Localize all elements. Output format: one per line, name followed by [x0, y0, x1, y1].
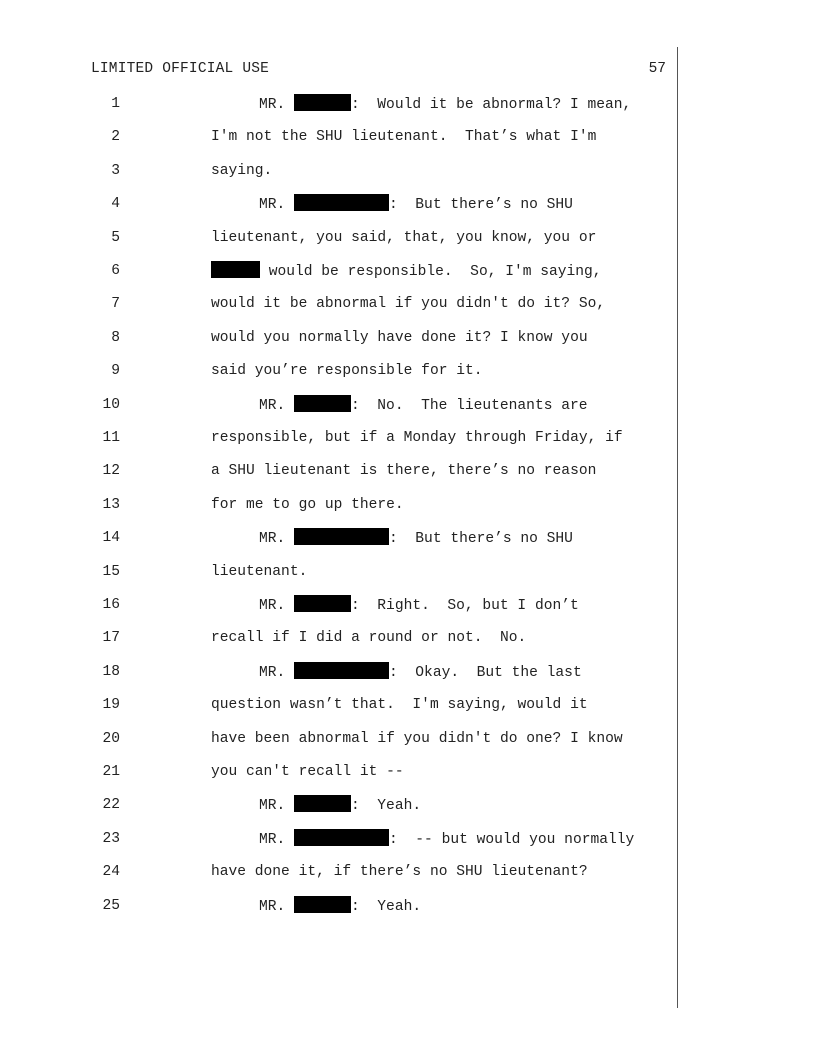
line-number: 7: [111, 296, 120, 313]
line-number: 10: [102, 396, 120, 413]
line-number: 4: [111, 196, 120, 213]
transcript-line: [0, 829, 816, 849]
header-label: LIMITED OFFICIAL USE: [91, 61, 270, 77]
transcript-line: [0, 261, 816, 281]
transcript-line: [0, 495, 816, 515]
transcript-line: [0, 194, 816, 214]
speaker-prefix: MR.: [259, 798, 295, 815]
speaker-prefix: MR.: [259, 197, 295, 214]
speaker-prefix: MR.: [259, 531, 295, 548]
line-number: 20: [102, 730, 120, 747]
speech-text: would be responsible. So, I'm saying,: [260, 264, 602, 280]
transcript-line: [0, 628, 816, 648]
line-text: for me to go up there.: [211, 496, 404, 513]
transcript-line: [0, 127, 816, 147]
redaction-box: [294, 94, 351, 111]
line-text: a SHU lieutenant is there, there’s no reason: [211, 463, 597, 480]
speech-text: : Okay. But the last: [389, 664, 582, 681]
transcript-line: [0, 428, 816, 448]
transcript-line: [0, 461, 816, 481]
line-number: 6: [111, 263, 120, 279]
line-text: you can't recall it --: [211, 764, 404, 780]
line-number: 18: [102, 663, 120, 680]
line-text: [259, 795, 421, 816]
line-text: lieutenant, you said, that, you know, you or: [211, 229, 597, 246]
transcript-line: [0, 228, 816, 248]
line-number: 5: [111, 229, 120, 246]
line-number: 22: [102, 797, 120, 814]
transcript-line: [0, 294, 816, 314]
line-text: I'm not the SHU lieutenant. That’s what I'm: [211, 129, 597, 146]
line-text: [259, 194, 573, 215]
speech-text: : Yeah.: [351, 798, 422, 815]
line-text: [211, 261, 602, 282]
transcript-line: [0, 528, 816, 548]
transcript-line: [0, 896, 816, 916]
redaction-box: [211, 261, 260, 278]
line-text: [259, 829, 634, 850]
line-number: 17: [102, 630, 120, 647]
line-text: [259, 395, 588, 416]
transcript-line: [0, 862, 816, 882]
line-text: recall if I did a round or not. No.: [211, 630, 527, 647]
transcript-line: [0, 562, 816, 582]
speaker-prefix: MR.: [259, 598, 295, 614]
speech-text: : Yeah.: [351, 898, 422, 915]
speaker-prefix: MR.: [259, 397, 295, 414]
line-number: 21: [102, 764, 120, 780]
line-text: [259, 595, 579, 616]
transcript-line: [0, 695, 816, 715]
line-text: [259, 896, 421, 917]
transcript-line: [0, 328, 816, 348]
redaction-box: [294, 395, 351, 412]
transcript-line: [0, 361, 816, 381]
redaction-box: [294, 662, 389, 679]
redaction-box: [294, 896, 351, 913]
line-text: [259, 662, 582, 683]
transcript-line: [0, 729, 816, 749]
line-number: 23: [102, 830, 120, 847]
line-number: 19: [102, 697, 120, 714]
page-number: 57: [648, 61, 666, 77]
line-number: 9: [111, 363, 120, 380]
line-number: 15: [102, 563, 120, 580]
speaker-prefix: MR.: [259, 97, 295, 113]
line-text: responsible, but if a Monday through Friday, if: [211, 430, 623, 446]
line-number: 8: [111, 329, 120, 346]
transcript-line: [0, 762, 816, 782]
redaction-box: [294, 795, 351, 812]
line-text: lieutenant.: [211, 563, 308, 580]
line-number: 12: [102, 463, 120, 480]
line-text: [259, 94, 631, 115]
speech-text: : Would it be abnormal? I mean,: [351, 97, 632, 113]
redaction-box: [294, 595, 351, 612]
speech-text: : -- but would you normally: [389, 831, 635, 848]
speech-text: : No. The lieutenants are: [351, 397, 588, 414]
line-text: have done it, if there’s no SHU lieutenant?: [211, 864, 588, 881]
line-number: 24: [102, 864, 120, 881]
line-number: 3: [111, 162, 120, 179]
speaker-prefix: MR.: [259, 664, 295, 681]
transcript-line: [0, 395, 816, 415]
line-number: 1: [111, 96, 120, 112]
transcript-line: [0, 94, 816, 114]
redaction-box: [294, 194, 389, 211]
transcript-line: [0, 662, 816, 682]
line-number: 13: [102, 496, 120, 513]
line-text: question wasn’t that. I'm saying, would it: [211, 697, 588, 714]
line-number: 11: [102, 430, 120, 446]
line-text: said you’re responsible for it.: [211, 363, 483, 380]
transcript-line: [0, 595, 816, 615]
line-text: would it be abnormal if you didn't do it? So,: [211, 296, 606, 313]
line-text: would you normally have done it? I know you: [211, 329, 588, 346]
speaker-prefix: MR.: [259, 831, 295, 848]
speech-text: : Right. So, but I don’t: [351, 598, 579, 614]
line-number: 14: [102, 530, 120, 547]
line-number: 2: [111, 129, 120, 146]
speech-text: : But there’s no SHU: [389, 531, 573, 548]
line-text: [259, 528, 573, 549]
transcript-line: [0, 795, 816, 815]
redaction-box: [294, 829, 389, 846]
speech-text: : But there’s no SHU: [389, 197, 573, 214]
line-number: 25: [102, 897, 120, 914]
line-number: 16: [102, 597, 120, 613]
redaction-box: [294, 528, 389, 545]
speaker-prefix: MR.: [259, 898, 295, 915]
line-text: saying.: [211, 162, 273, 179]
line-text: have been abnormal if you didn't do one? I know: [211, 730, 623, 747]
transcript-line: [0, 161, 816, 181]
